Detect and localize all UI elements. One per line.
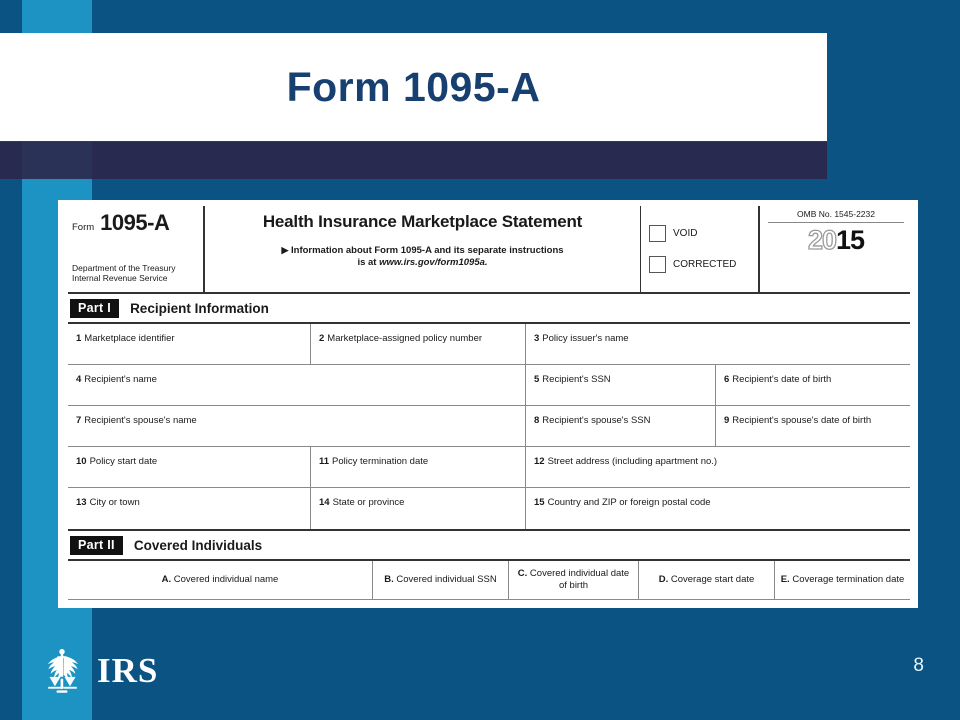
form-field-6[interactable]	[716, 365, 910, 405]
form-field-1[interactable]	[68, 324, 311, 364]
form-field-row	[68, 406, 910, 447]
part-2-tag: Part II	[70, 536, 123, 555]
void-checkbox[interactable]	[649, 225, 666, 242]
column-label: Coverage start date	[670, 574, 755, 586]
form-number: 1095-A	[100, 210, 170, 235]
field-number: 1	[76, 333, 82, 344]
form-field-8[interactable]	[526, 406, 716, 446]
form-1095a-image	[58, 200, 918, 608]
form-field-11[interactable]	[311, 447, 526, 487]
column-letter: E.	[780, 574, 793, 586]
tax-year-outline: 20	[807, 225, 836, 255]
field-label: Marketplace identifier	[84, 333, 175, 344]
column-header-D	[639, 561, 775, 599]
form-identity-block	[68, 206, 205, 292]
void-label: VOID	[673, 228, 698, 239]
covered-individuals-header-row	[68, 561, 910, 600]
department-block	[72, 263, 175, 284]
field-label: Recipient's spouse's name	[84, 415, 197, 426]
form-field-row	[68, 447, 910, 488]
form-field-row	[68, 324, 910, 365]
form-word-label: Form	[72, 222, 95, 233]
form-title-block	[205, 206, 640, 292]
instructions-prefix: is at	[357, 257, 380, 269]
tax-year	[768, 227, 904, 254]
field-number: 7	[76, 415, 82, 426]
field-number: 3	[534, 333, 540, 344]
field-label: Policy start date	[89, 456, 158, 467]
column-label: Covered individual SSN	[396, 574, 497, 586]
form-field-5[interactable]	[526, 365, 716, 405]
omb-block	[758, 206, 910, 292]
form-field-13[interactable]	[68, 488, 311, 529]
irs-logo	[36, 645, 158, 695]
field-number: 14	[319, 497, 330, 508]
part-1-bar	[68, 294, 910, 322]
field-number: 12	[534, 456, 545, 467]
form-field-2[interactable]	[311, 324, 526, 364]
part-2-grid	[68, 559, 910, 600]
column-header-E	[775, 561, 910, 599]
field-number: 15	[534, 497, 545, 508]
column-label: Covered individual name	[173, 574, 279, 586]
column-header-C	[509, 561, 639, 599]
column-header-B	[373, 561, 509, 599]
column-label: Coverage termination date	[792, 574, 905, 586]
field-label: Marketplace-assigned policy number	[327, 333, 483, 344]
form-title: Health Insurance Marketplace Statement	[262, 212, 583, 231]
title-underbar	[0, 141, 827, 179]
instructions-url: www.irs.gov/form1095a.	[379, 257, 488, 269]
field-label: Recipient's spouse's SSN	[542, 415, 651, 426]
field-label: Recipient's date of birth	[732, 374, 832, 385]
field-number: 10	[76, 456, 87, 467]
form-field-3[interactable]	[526, 324, 910, 364]
instructions-line-1: Information about Form 1095-A and its separate instructions	[291, 245, 564, 256]
part-2-bar	[68, 531, 910, 559]
field-number: 4	[76, 374, 82, 385]
form-checkbox-group	[640, 206, 758, 292]
field-label: Street address (including apartment no.)	[547, 456, 718, 467]
column-letter: A.	[161, 574, 174, 586]
column-letter: D.	[658, 574, 671, 586]
form-field-7[interactable]	[68, 406, 526, 446]
column-letter: B.	[384, 574, 397, 586]
column-header-A	[68, 561, 373, 599]
void-checkbox-row[interactable]	[649, 225, 758, 242]
form-field-10[interactable]	[68, 447, 311, 487]
part-1-name: Recipient Information	[130, 301, 269, 316]
column-letter: C.	[517, 568, 530, 580]
title-banner	[0, 33, 827, 141]
field-label: State or province	[332, 497, 405, 508]
irs-wordmark: IRS	[97, 650, 159, 690]
irs-eagle-scales-icon	[36, 645, 90, 695]
column-label: Covered individual date of birth	[529, 568, 630, 591]
field-number: 6	[724, 374, 730, 385]
field-number: 5	[534, 374, 540, 385]
form-field-row	[68, 365, 910, 406]
field-label: Policy termination date	[332, 456, 429, 467]
field-number: 8	[534, 415, 540, 426]
field-label: City or town	[89, 497, 140, 508]
field-label: Recipient's spouse's date of birth	[732, 415, 872, 426]
form-field-9[interactable]	[716, 406, 910, 446]
page-title: Form 1095-A	[286, 63, 541, 110]
form-header	[68, 206, 910, 294]
corrected-checkbox[interactable]	[649, 256, 666, 273]
form-instructions	[209, 245, 636, 270]
form-field-row	[68, 488, 910, 531]
right-arrow-icon: ▶	[281, 245, 289, 255]
form-field-14[interactable]	[311, 488, 526, 529]
page-number: 8	[913, 655, 924, 676]
department-line-2: Internal Revenue Service	[72, 273, 168, 284]
part-1-tag: Part I	[70, 299, 119, 318]
form-field-15[interactable]	[526, 488, 910, 529]
field-number: 11	[319, 456, 330, 467]
department-line-1: Department of the Treasury	[72, 262, 176, 273]
field-number: 9	[724, 415, 730, 426]
field-number: 13	[76, 497, 87, 508]
field-number: 2	[319, 333, 325, 344]
field-label: Recipient's SSN	[542, 374, 611, 385]
form-field-12[interactable]	[526, 447, 910, 487]
tax-year-solid: 15	[836, 225, 865, 255]
form-field-4[interactable]	[68, 365, 526, 405]
corrected-label: CORRECTED	[673, 259, 737, 270]
part-1-grid	[68, 322, 910, 531]
field-label: Country and ZIP or foreign postal code	[547, 497, 711, 508]
field-label: Policy issuer's name	[542, 333, 629, 344]
corrected-checkbox-row[interactable]	[649, 256, 758, 273]
omb-number: OMB No. 1545-2232	[768, 209, 904, 223]
field-label: Recipient's name	[84, 374, 157, 385]
part-2-name: Covered Individuals	[133, 538, 263, 553]
